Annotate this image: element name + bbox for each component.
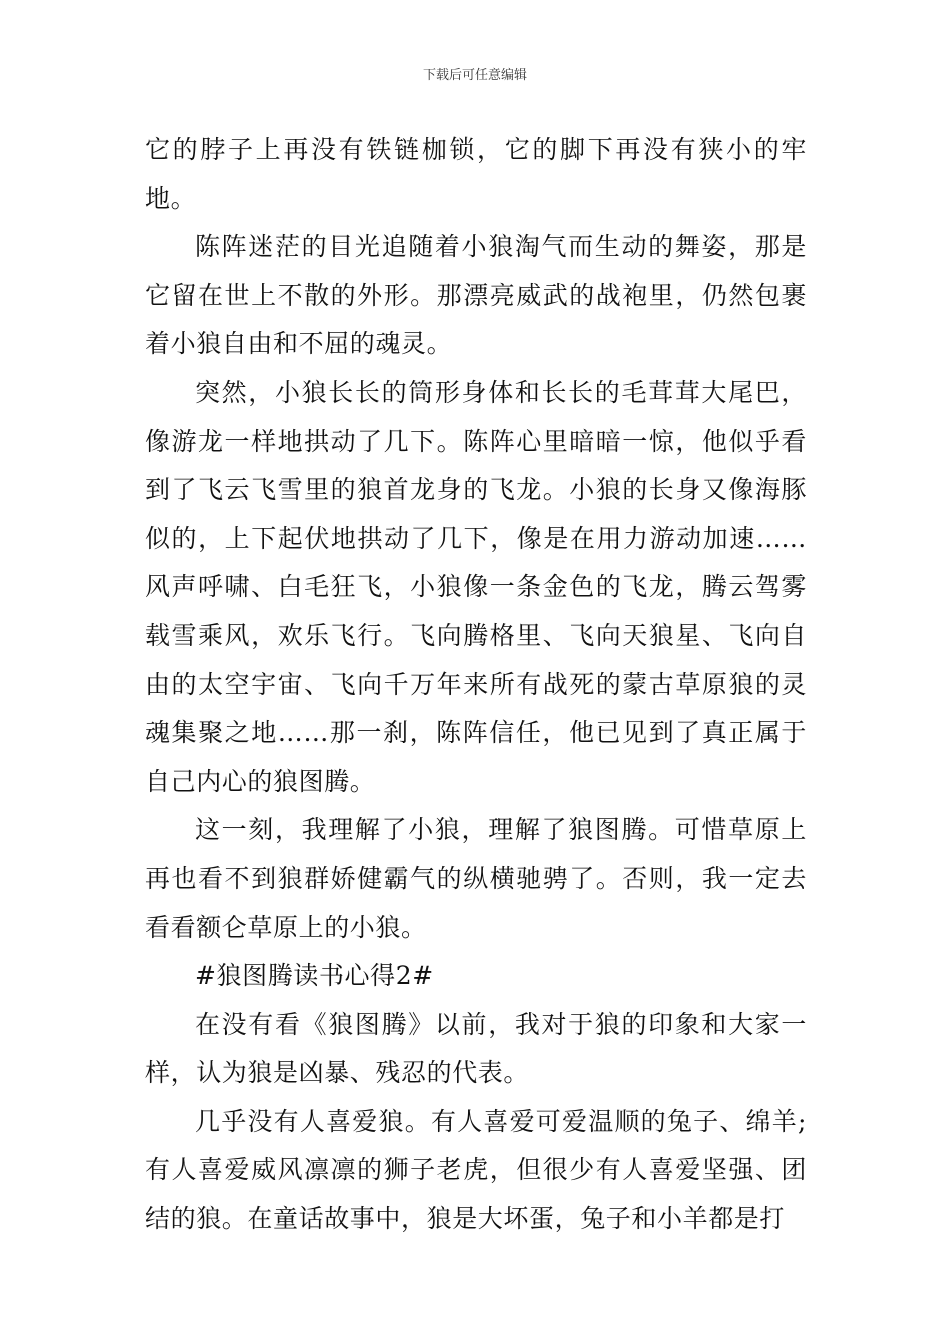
paragraph-continuation: 它的脖子上再没有铁链枷锁，它的脚下再没有狭小的牢地。 [145,135,807,213]
paragraph: 在没有看《狼图腾》以前，我对于狼的印象和大家一样，认为狼是凶暴、残忍的代表。 [145,1009,807,1088]
section-heading: #狼图腾读书心得2# [195,961,434,991]
paragraph: 突然，小狼长长的筒形身体和长长的毛茸茸大尾巴，像游龙一样地拱动了几下。陈阵心里暗暗一惊，他似乎看到了飞云飞雪里的狼首龙身的飞龙。小狼的长身又像海豚似的，上下起伏地拱动了几下，像是在用力游动加速……风声呼啸、白毛狂飞，小狼像一条金色的飞龙，腾云驾雾载雪乘风，欢乐飞行。飞向腾格里、飞向天狼星、飞向自由的太空宇宙、飞向千万年来所有战死的蒙古草原狼的灵魂集聚之地……那一刹，陈阵信任，他已见到了真正属于自己内心的狼图腾。 [145,377,807,796]
paragraph: 几乎没有人喜爱狼。有人喜爱可爱温顺的兔子、绵羊;有人喜爱威风凛凛的狮子老虎，但很少有人喜爱坚强、团结的狼。在童话故事中，狼是大坏蛋，兔子和小羊都是打 [145,1106,807,1234]
page-header: 下载后可任意编辑 [422,68,527,83]
document-body [145,126,807,1244]
paragraph: 这一刻，我理解了小狼，理解了狼图腾。可惜草原上再也看不到狼群娇健霸气的纵横驰骋了。否则，我一定去看看额仑草原上的小狼。 [145,815,807,942]
paragraph: 陈阵迷茫的目光追随着小狼淘气而生动的舞姿，那是它留在世上不散的外形。那漂亮威武的战袍里，仍然包裹着小狼自由和不屈的魂灵。 [145,232,807,359]
